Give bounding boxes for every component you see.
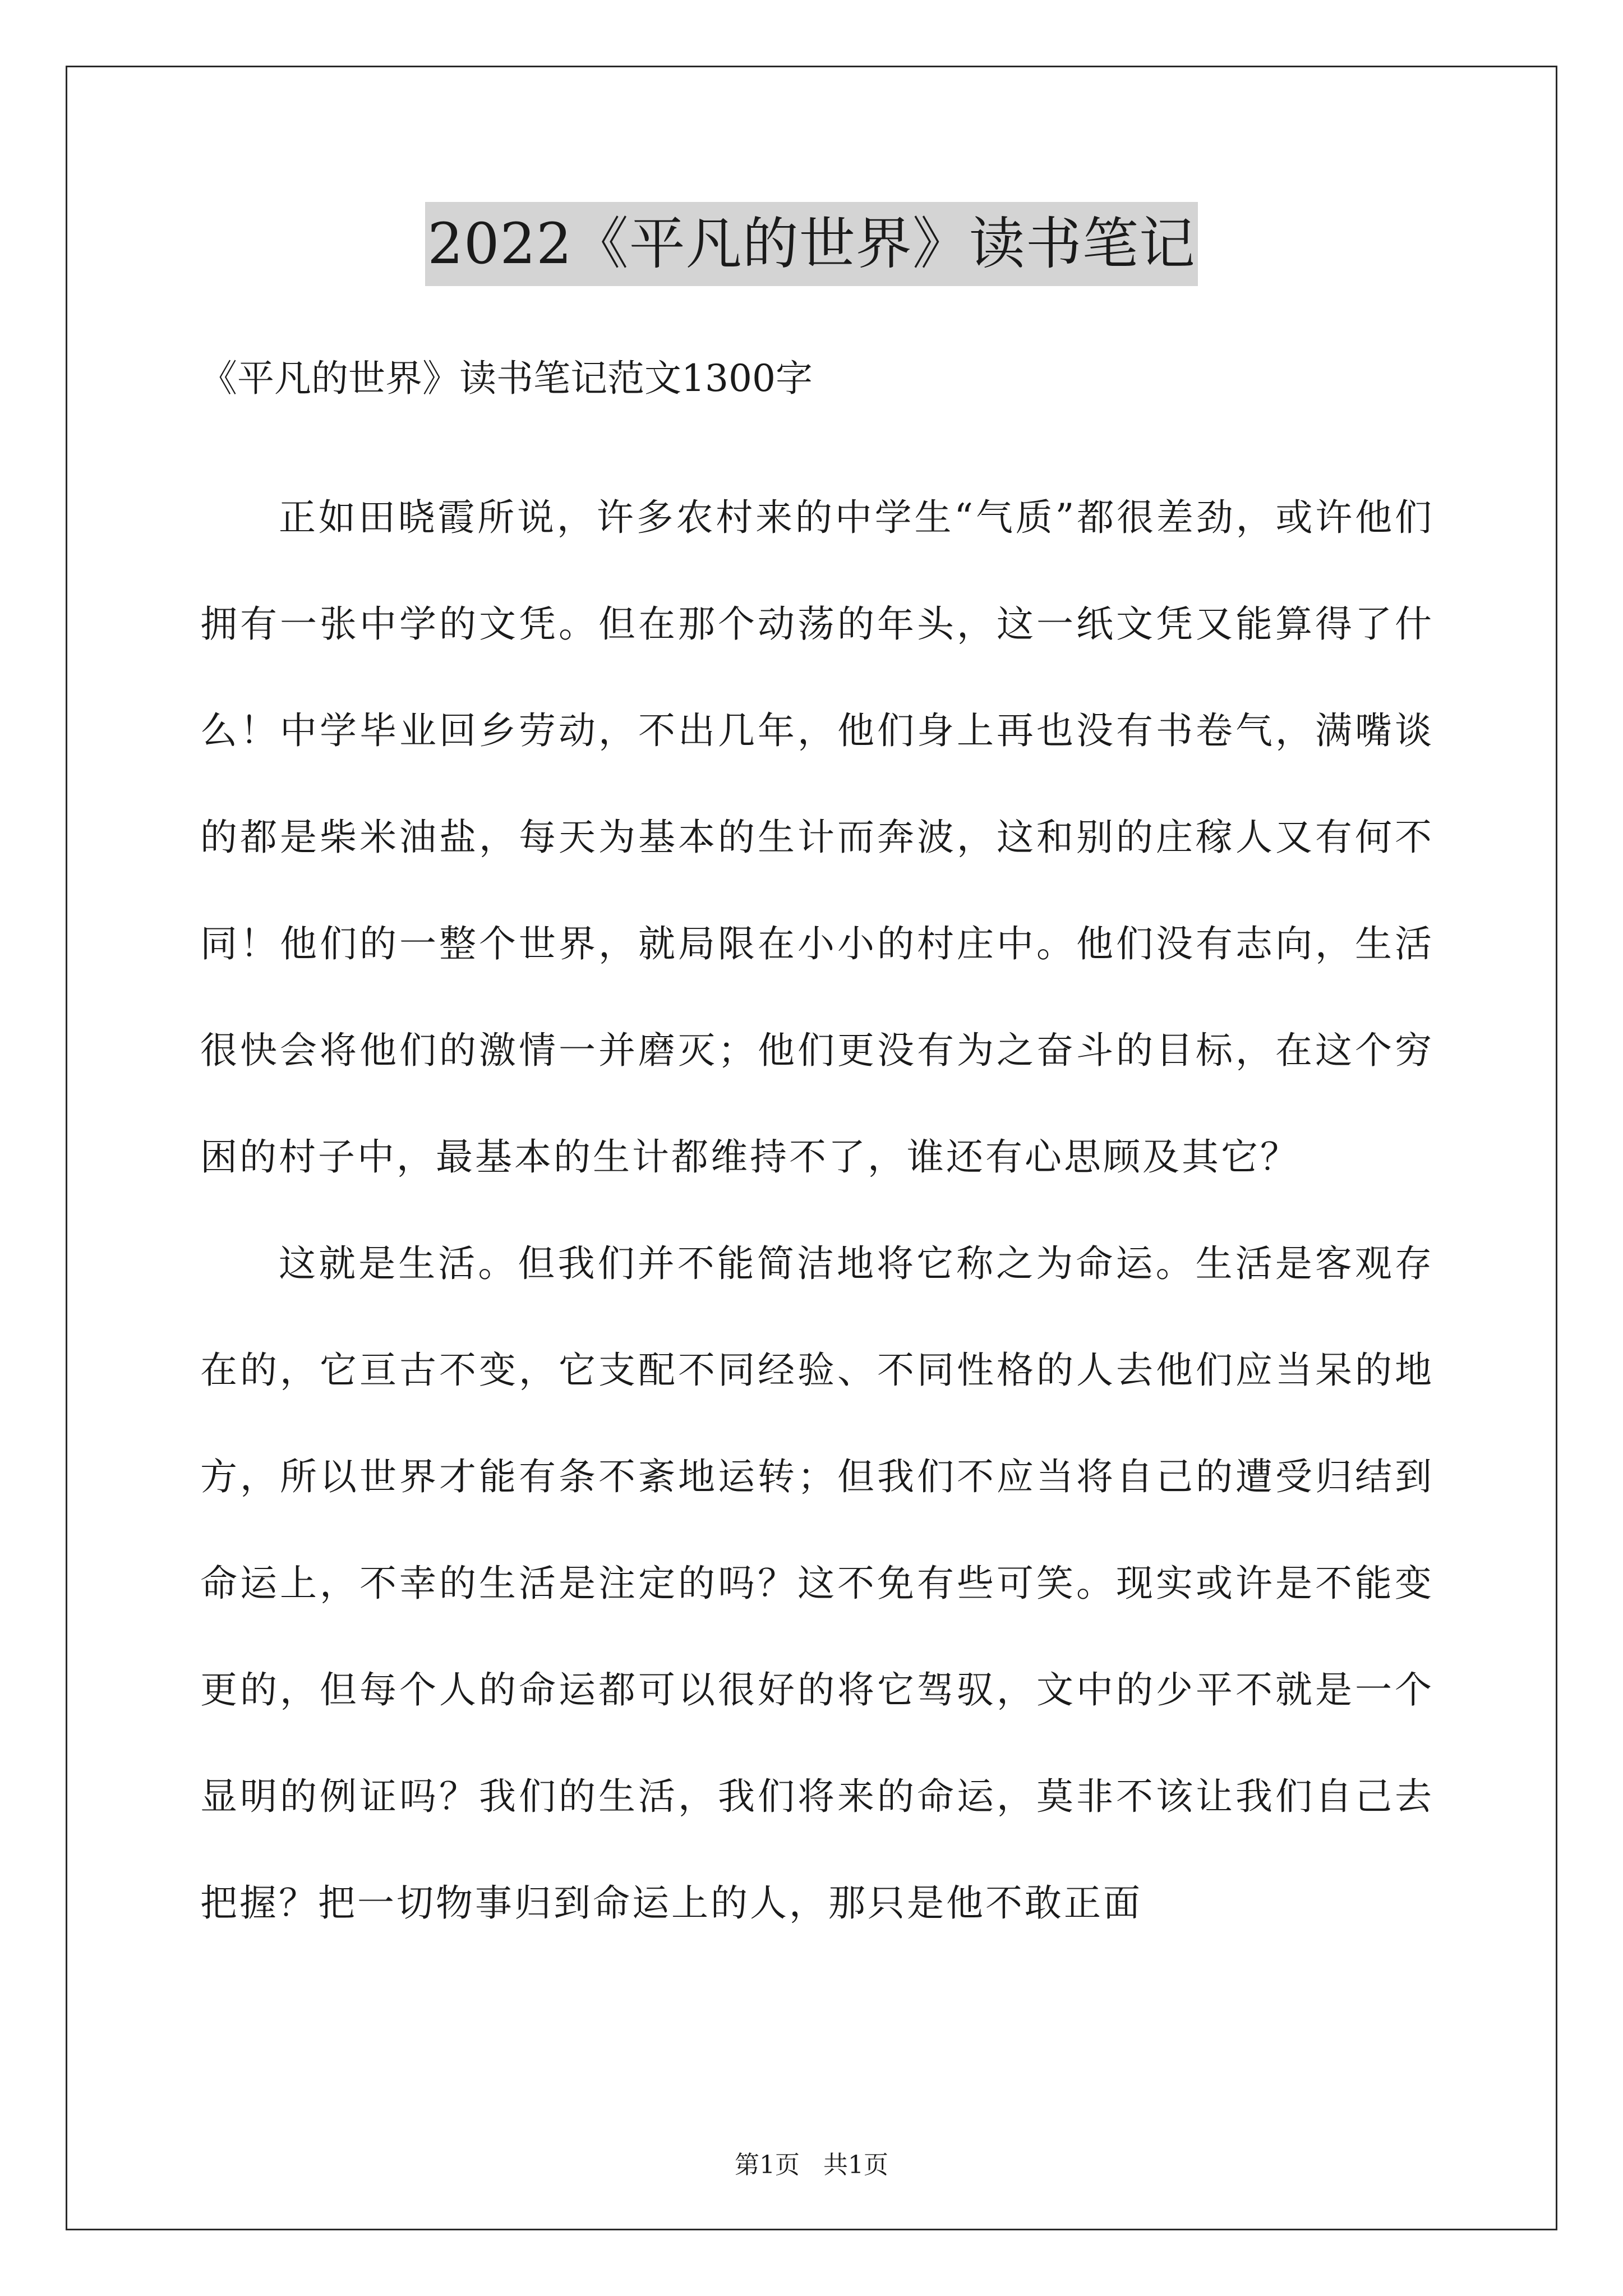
document-subtitle: 《平凡的世界》读书笔记范文1300字 — [200, 357, 813, 400]
paragraph-1: 正如田晓霞所说，许多农村来的中学生“气质”都很差劲，或许他们拥有一张中学的文凭。但在那个动荡的年头，这一纸文凭又能算得了什么！中学毕业回乡劳动，不出几年，他们身上再也没有书卷气，满嘴谈的都是柴米油盐，每天为基本的生计而奔波，这和别的庄稼人又有何不同！他们的一整个世界，就局限在小小的村庄中。他们没有志向，生活很快会将他们的激情一并磨灭；他们更没有为之奋斗的目标，在这个穷困的村子中，最基本的生计都维持不了，谁还有心思顾及其它？ — [200, 496, 1434, 1179]
document-title: 2022《平凡的世界》读书笔记 — [425, 202, 1198, 286]
paragraph-2: 这就是生活。但我们并不能简洁地将它称之为命运。生活是客观存在的，它亘古不变，它支配不同经验、不同性格的人去他们应当呆的地方，所以世界才能有条不紊地运转；但我们不应当将自己的遭受归结到命运上，不幸的生活是注定的吗？这不免有些可笑。现实或许是不能变更的，但每个人的命运都可以很好的将它驾驭，文中的少平不就是一个显明的例证吗？我们的生活，我们将来的命运，莫非不该让我们自己去把握？把一切物事归到命运上的人，那只是他不敢正面 — [200, 1242, 1434, 1925]
title-container — [0, 202, 1623, 286]
document-body — [200, 464, 1434, 1957]
page-footer: 第1页 共1页 — [735, 2151, 888, 2179]
